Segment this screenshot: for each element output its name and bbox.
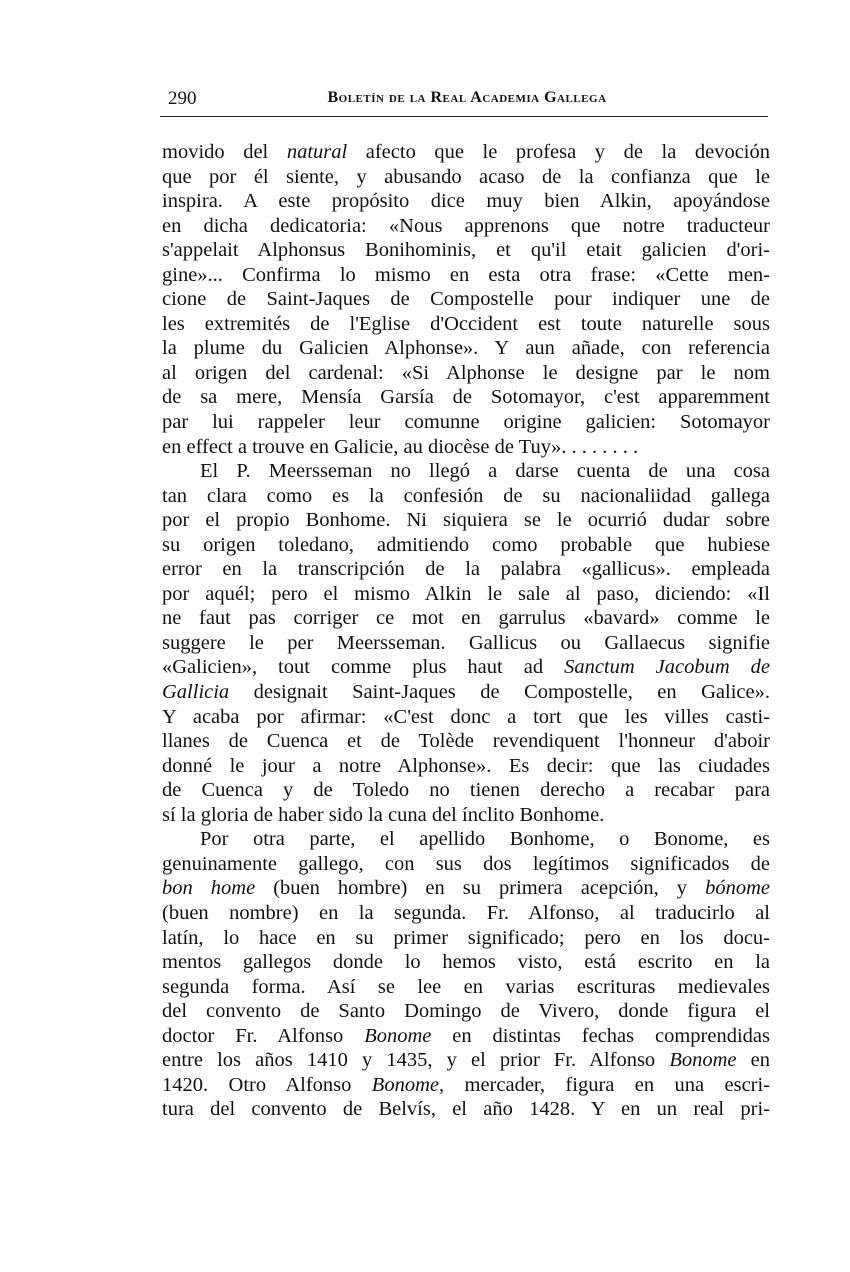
text-line — [162, 901, 770, 926]
text-line — [162, 336, 770, 361]
italic-text: Bonome — [364, 1024, 432, 1047]
text-line — [162, 140, 770, 165]
text-run: latín, lo hace en su primer significado; pero en los docu- — [162, 926, 770, 949]
text-run: tura del convento de Belvís, el año 1428. Y en un real pri- — [162, 1098, 770, 1121]
text-line — [162, 165, 770, 190]
text-run: que por él siente, y abusando acaso de la confianza que le — [162, 165, 770, 188]
text-line — [162, 680, 770, 705]
text-line — [162, 533, 770, 558]
text-line — [162, 287, 770, 312]
text-run: sí la gloria de haber sido la cuna del ínclito Bonhome. — [162, 803, 605, 826]
text-run: doctor Fr. Alfonso — [162, 1024, 365, 1047]
text-run: inspira. A este propósito dice muy bien Alkin, apoyándose — [162, 190, 770, 213]
text-line — [162, 876, 770, 901]
text-run: su origen toledano, admitiendo como probable que hubiese — [162, 533, 770, 556]
text-run: «Galicien», tout comme plus haut ad — [162, 656, 565, 679]
text-run: gine»... Confirma lo mismo en esta otra frase: «Cette men- — [162, 263, 770, 286]
text-run: del convento de Santo Domingo de Vivero, donde figura el — [162, 1000, 770, 1023]
italic-text: Gallicia — [162, 681, 230, 704]
text-line — [162, 705, 770, 730]
text-run: en distintas fechas comprendidas — [431, 1024, 770, 1047]
italic-text: natural — [286, 141, 348, 163]
italic-text: bónome — [705, 877, 770, 900]
running-title: Boletín de la Real Academia Gallega — [327, 89, 607, 106]
text-line — [162, 778, 770, 803]
text-line — [162, 655, 770, 680]
text-run: movido del — [162, 141, 287, 163]
text-run: mentos gallegos donde lo hemos visto, está escrito en la — [162, 951, 770, 974]
text-line — [162, 263, 770, 288]
text-line — [162, 1097, 770, 1122]
text-run: (buen hombre) en su primera acepción, y — [255, 877, 706, 900]
text-line — [162, 926, 770, 951]
text-line — [162, 1048, 770, 1073]
text-run: El P. Meersseman no llegó a darse cuenta de una cosa — [200, 460, 770, 483]
text-line — [162, 1073, 770, 1098]
text-run: por el propio Bonhome. Ni siquiera se le ocurrió dudar sobre — [162, 509, 770, 532]
text-run: , mercader, figura en una escri- — [438, 1073, 771, 1096]
text-line — [162, 214, 770, 239]
text-run: por aquél; pero el mismo Alkin le sale al paso, diciendo: «Il — [162, 582, 770, 605]
text-run: les extremités de l'Eglise d'Occident est toute naturelle sous — [162, 312, 770, 335]
italic-text: Bonome — [371, 1073, 439, 1096]
page-number: 290 — [168, 88, 197, 109]
text-run: de sa mere, Mensía Garsía de Sotomayor, c'est apparemment — [162, 386, 770, 409]
text-run: genuinamente gallego, con sus dos legítimos significados de — [162, 852, 770, 875]
text-line — [162, 435, 770, 460]
text-run: s'appelait Alphonsus Bonihominis, et qu'il etait galicien d'ori- — [162, 239, 770, 262]
text-run: llanes de Cuenca et de Tolède revendiquent l'honneur d'aboir — [162, 730, 770, 753]
text-line — [162, 975, 770, 1000]
text-run: donné le jour a notre Alphonse». Es decir: que las ciudades — [162, 754, 770, 777]
text-run: afecto que le profesa y de la devoción — [347, 141, 771, 163]
text-run: par lui rappeler leur comunne origine galicien: Sotomayor — [162, 411, 770, 434]
text-run: suggere le per Meersseman. Gallicus ou Gallaecus signifie — [162, 631, 770, 654]
text-line — [162, 312, 770, 337]
text-run: (buen nombre) en la segunda. Fr. Alfonso, al traducirlo al — [162, 901, 770, 924]
text-run: la plume du Galicien Alphonse». Y aun añade, con referencia — [162, 337, 770, 360]
running-header — [166, 88, 768, 112]
text-line — [162, 385, 770, 410]
text-run: tan clara como es la confesión de su nacionaliidad gallega — [162, 484, 770, 507]
text-line — [162, 999, 770, 1024]
text-line — [162, 1024, 770, 1049]
text-line — [162, 606, 770, 631]
text-line — [162, 508, 770, 533]
text-run: ne faut pas corriger ce mot en garrulus «bavard» comme le — [162, 607, 770, 630]
text-line — [162, 557, 770, 582]
text-line — [162, 484, 770, 509]
italic-text: Bonome — [669, 1049, 737, 1072]
text-run: cione de Saint-Jaques de Compostelle pour indiquer une de — [162, 288, 770, 311]
text-run: en effect a trouve en Galicie, au diocèse de Tuy». . . . . . . . — [162, 435, 639, 458]
text-line — [162, 827, 770, 852]
text-line — [162, 852, 770, 877]
text-run: Por otra parte, el apellido Bonhome, o Bonome, es — [200, 828, 770, 851]
text-line — [162, 950, 770, 975]
text-run: segunda forma. Así se lee en varias escrituras medievales — [162, 975, 770, 998]
text-line — [162, 459, 770, 484]
text-run: designait Saint-Jaques de Compostelle, en Galice». — [229, 681, 770, 704]
text-run: al origen del cardenal: «Si Alphonse le designe par le nom — [162, 361, 770, 384]
text-run: Y acaba por afirmar: «C'est donc a tort que les villes casti- — [162, 705, 770, 728]
text-line — [162, 361, 770, 386]
text-line — [162, 582, 770, 607]
text-line — [162, 238, 770, 263]
text-run: entre los años 1410 y 1435, y el prior Fr. Alfonso — [162, 1049, 670, 1072]
body-text — [162, 140, 770, 1122]
header-rule — [160, 116, 768, 117]
text-line — [162, 631, 770, 656]
text-line — [162, 729, 770, 754]
text-run: en — [736, 1049, 770, 1072]
text-run: en dicha dedicatoria: «Nous apprenons que notre traducteur — [162, 214, 770, 237]
italic-text: bon home — [162, 877, 256, 900]
text-line — [162, 189, 770, 214]
text-run: error en la transcripción de la palabra «gallicus». empleada — [162, 558, 770, 581]
text-line — [162, 803, 770, 828]
text-line — [162, 754, 770, 779]
italic-text: Sanctum Jacobum de — [564, 656, 770, 679]
text-run: 1420. Otro Alfonso — [162, 1073, 372, 1096]
text-run: de Cuenca y de Toledo no tienen derecho a recabar para — [162, 779, 770, 802]
text-line — [162, 410, 770, 435]
